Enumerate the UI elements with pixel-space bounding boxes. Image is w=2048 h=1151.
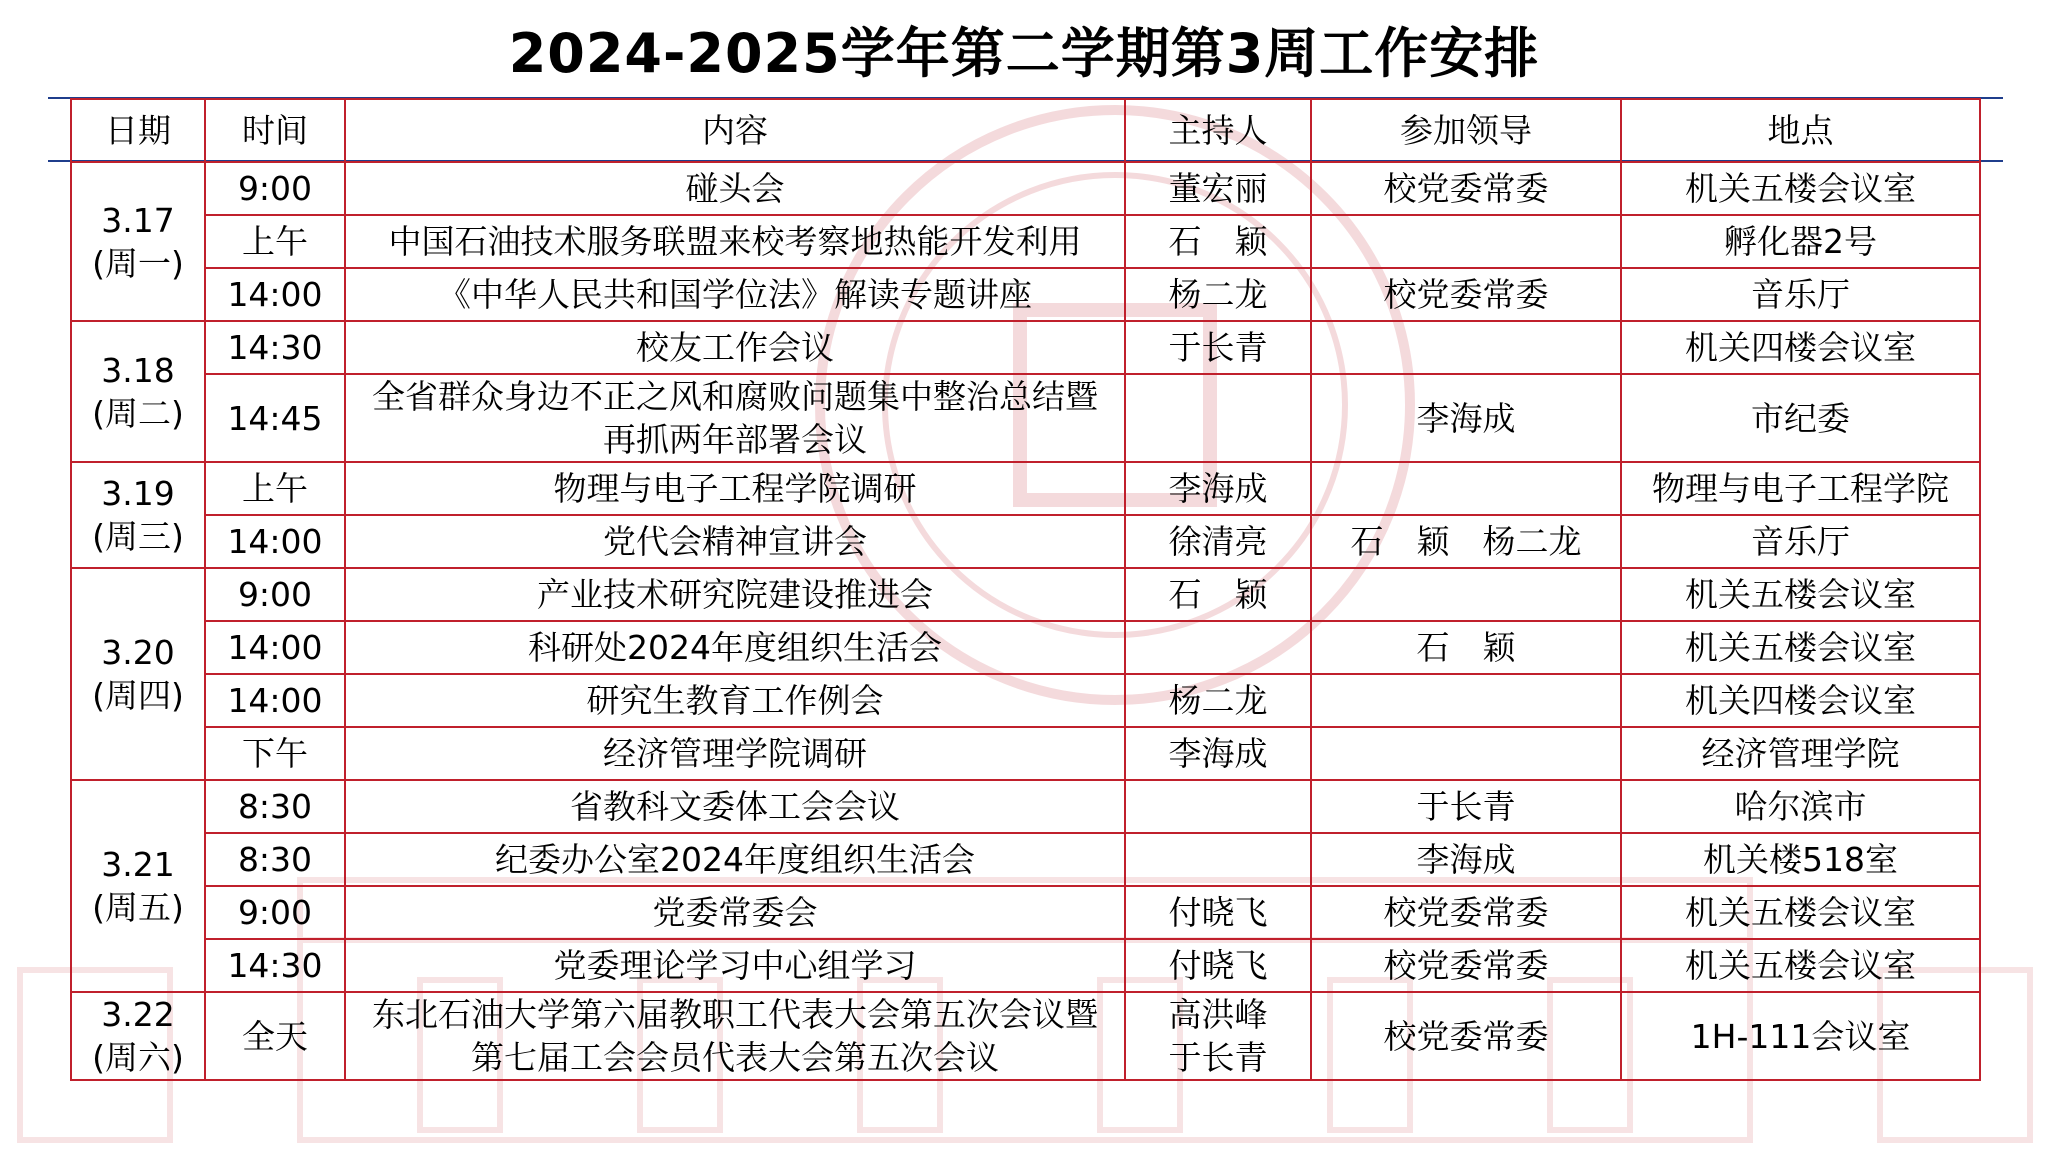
content-cell: 碰头会: [345, 162, 1125, 215]
leaders-cell: 校党委常委: [1311, 886, 1621, 939]
content-cell: 研究生教育工作例会: [345, 674, 1125, 727]
place-cell: 机关五楼会议室: [1621, 162, 1980, 215]
time-cell: 14:00: [205, 621, 345, 674]
place-cell: 音乐厅: [1621, 268, 1980, 321]
leaders-cell: 校党委常委: [1311, 268, 1621, 321]
place-cell: 经济管理学院: [1621, 727, 1980, 780]
host-cell: 付晓飞: [1125, 886, 1311, 939]
time-cell: 14:00: [205, 268, 345, 321]
date-cell: 3.20 (周四): [71, 568, 205, 780]
time-cell: 9:00: [205, 162, 345, 215]
leaders-cell: 校党委常委: [1311, 992, 1621, 1080]
place-cell: 机关四楼会议室: [1621, 321, 1980, 374]
date-cell: 3.17 (周一): [71, 162, 205, 321]
content-cell: 省教科文委体工会会议: [345, 780, 1125, 833]
date-cell: 3.21 (周五): [71, 780, 205, 992]
host-cell: 李海成: [1125, 462, 1311, 515]
schedule-table: [70, 98, 1981, 1081]
leaders-cell: 石 颖: [1311, 621, 1621, 674]
header-date: 日期: [71, 99, 205, 162]
time-cell: 8:30: [205, 833, 345, 886]
time-cell: 下午: [205, 727, 345, 780]
page-title: 2024-2025学年第二学期第3周工作安排: [508, 22, 1540, 85]
table-row: [71, 674, 1980, 727]
leaders-cell: [1311, 674, 1621, 727]
table-row: [71, 462, 1980, 515]
time-cell: 上午: [205, 215, 345, 268]
host-cell: [1125, 780, 1311, 833]
time-cell: 上午: [205, 462, 345, 515]
table-row: [71, 780, 1980, 833]
host-cell: 于长青: [1125, 321, 1311, 374]
time-cell: 14:30: [205, 321, 345, 374]
content-cell: 党代会精神宣讲会: [345, 515, 1125, 568]
leaders-cell: 李海成: [1311, 374, 1621, 462]
content-cell: 党委常委会: [345, 886, 1125, 939]
header-time: 时间: [205, 99, 345, 162]
leaders-cell: [1311, 321, 1621, 374]
content-cell: 纪委办公室2024年度组织生活会: [345, 833, 1125, 886]
leaders-cell: 校党委常委: [1311, 939, 1621, 992]
host-cell: [1125, 833, 1311, 886]
host-cell: 高洪峰 于长青: [1125, 992, 1311, 1080]
leaders-cell: 于长青: [1311, 780, 1621, 833]
time-cell: 14:45: [205, 374, 345, 462]
place-cell: 机关五楼会议室: [1621, 621, 1980, 674]
leaders-cell: 李海成: [1311, 833, 1621, 886]
table-row: [71, 162, 1980, 215]
leaders-cell: 石 颖 杨二龙: [1311, 515, 1621, 568]
place-cell: 哈尔滨市: [1621, 780, 1980, 833]
table-row: [71, 215, 1980, 268]
table-row: [71, 568, 1980, 621]
content-cell: 物理与电子工程学院调研: [345, 462, 1125, 515]
content-cell: 东北石油大学第六届教职工代表大会第五次会议暨 第七届工会会员代表大会第五次会议: [345, 992, 1125, 1080]
time-cell: 8:30: [205, 780, 345, 833]
table-row: [71, 939, 1980, 992]
host-cell: 徐清亮: [1125, 515, 1311, 568]
place-cell: 机关四楼会议室: [1621, 674, 1980, 727]
place-cell: 机关五楼会议室: [1621, 568, 1980, 621]
leaders-cell: [1311, 568, 1621, 621]
place-cell: 孵化器2号: [1621, 215, 1980, 268]
schedule-body: [71, 162, 1980, 1080]
table-row: [71, 321, 1980, 374]
leaders-cell: [1311, 462, 1621, 515]
date-cell: 3.18 (周二): [71, 321, 205, 462]
table-row: [71, 374, 1980, 462]
host-cell: 李海成: [1125, 727, 1311, 780]
place-cell: 市纪委: [1621, 374, 1980, 462]
host-cell: 石 颖: [1125, 568, 1311, 621]
place-cell: 物理与电子工程学院: [1621, 462, 1980, 515]
time-cell: 全天: [205, 992, 345, 1080]
table-header-row: [71, 99, 1980, 162]
table-row: [71, 268, 1980, 321]
time-cell: 9:00: [205, 886, 345, 939]
header-leaders: 参加领导: [1311, 99, 1621, 162]
host-cell: 付晓飞: [1125, 939, 1311, 992]
place-cell: 音乐厅: [1621, 515, 1980, 568]
date-cell: 3.22 (周六): [71, 992, 205, 1080]
content-cell: 校友工作会议: [345, 321, 1125, 374]
table-row: [71, 992, 1980, 1080]
content-cell: 全省群众身边不正之风和腐败问题集中整治总结暨 再抓两年部署会议: [345, 374, 1125, 462]
time-cell: 14:00: [205, 674, 345, 727]
content-cell: 经济管理学院调研: [345, 727, 1125, 780]
host-cell: 石 颖: [1125, 215, 1311, 268]
time-cell: 14:00: [205, 515, 345, 568]
content-cell: 中国石油技术服务联盟来校考察地热能开发利用: [345, 215, 1125, 268]
header-content: 内容: [345, 99, 1125, 162]
content-cell: 《中华人民共和国学位法》解读专题讲座: [345, 268, 1125, 321]
leaders-cell: 校党委常委: [1311, 162, 1621, 215]
leaders-cell: [1311, 727, 1621, 780]
table-row: [71, 621, 1980, 674]
time-cell: 9:00: [205, 568, 345, 621]
time-cell: 14:30: [205, 939, 345, 992]
content-cell: 党委理论学习中心组学习: [345, 939, 1125, 992]
table-row: [71, 886, 1980, 939]
host-cell: 杨二龙: [1125, 674, 1311, 727]
table-row: [71, 727, 1980, 780]
place-cell: 机关楼518室: [1621, 833, 1980, 886]
content-cell: 科研处2024年度组织生活会: [345, 621, 1125, 674]
place-cell: 机关五楼会议室: [1621, 886, 1980, 939]
date-cell: 3.19 (周三): [71, 462, 205, 568]
host-cell: [1125, 621, 1311, 674]
place-cell: 1H-111会议室: [1621, 992, 1980, 1080]
host-cell: [1125, 374, 1311, 462]
leaders-cell: [1311, 215, 1621, 268]
host-cell: 杨二龙: [1125, 268, 1311, 321]
table-row: [71, 833, 1980, 886]
content-cell: 产业技术研究院建设推进会: [345, 568, 1125, 621]
place-cell: 机关五楼会议室: [1621, 939, 1980, 992]
header-host: 主持人: [1125, 99, 1311, 162]
host-cell: 董宏丽: [1125, 162, 1311, 215]
header-place: 地点: [1621, 99, 1980, 162]
table-row: [71, 515, 1980, 568]
